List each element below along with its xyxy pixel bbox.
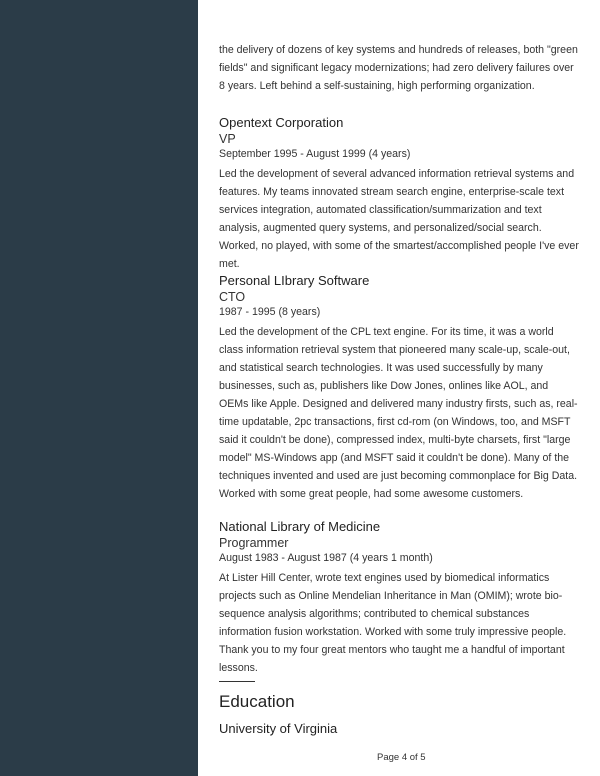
education-heading: Education <box>219 692 295 711</box>
job-company: Opentext Corporation <box>219 115 344 130</box>
sidebar-panel <box>0 0 198 776</box>
job-title: VP <box>219 132 236 146</box>
job-title: Programmer <box>219 536 289 550</box>
job-dates: September 1995 - August 1999 (4 years) <box>219 148 411 160</box>
job-dates: August 1983 - August 1987 (4 years 1 month) <box>219 552 433 564</box>
page-number: Page 4 of 5 <box>377 752 426 763</box>
job-company: Personal LIbrary Software <box>219 273 370 288</box>
job-dates: 1987 - 1995 (8 years) <box>219 306 321 318</box>
job-company: National Library of Medicine <box>219 519 381 534</box>
section-divider <box>219 681 255 682</box>
intro-paragraph: the delivery of dozens of key systems and hundreds of releases, both "green fields" and significant legacy modernizations; had zero delivery failures over 8 years. Left behind a self-sustaining, high performing organization. <box>219 44 578 92</box>
job-title: CTO <box>219 290 246 304</box>
job-description: Led the development of several advanced information retrieval systems and features. My teams innovated stream search engine, enterprise-scale text services integration, automated classification/summarization and text analysis, augmented query systems, and personalized/social search. Worked, no played, with some of the smartest/accomplished people I've ever met. <box>219 168 579 270</box>
job-entry-personal-library-software <box>219 273 579 503</box>
job-description: At Lister Hill Center, wrote text engines used by biomedical informatics projects such as Online Mendelian Inheritance in Man (OMIM); wrote bio-sequence analysis algorithms; contributed to chemical substances information fusion workstation. Worked with some truly impressive people. Thank you to my four great mentors who taught me a handful of important lessons. <box>219 572 567 674</box>
job-entry-national-library-of-medicine <box>219 519 579 677</box>
job-description: Led the development of the CPL text engine. For its time, it was a world class information retrieval system that pioneered many scale-up, scale-out, and statistical search technologies. It was used successfully by many businesses, such as, publishers like Dow Jones, onlines like AOL, and OEMs like Apple. Designed and delivered many industry firsts, such as, real-time updatable, 2pc transactions, first cd-rom (on Windows, too, and MSFT said it couldn't be done), compressed index, multi-byte charsets, first "large model" MS-Windows app (and MSFT said it couldn't be done). Many of the techniques invented and used are just becoming commonplace for Big Data. Worked with some great people, had some awesome customers. <box>219 326 578 500</box>
job-entry-opentext <box>219 115 579 273</box>
education-school: University of Virginia <box>219 721 338 736</box>
